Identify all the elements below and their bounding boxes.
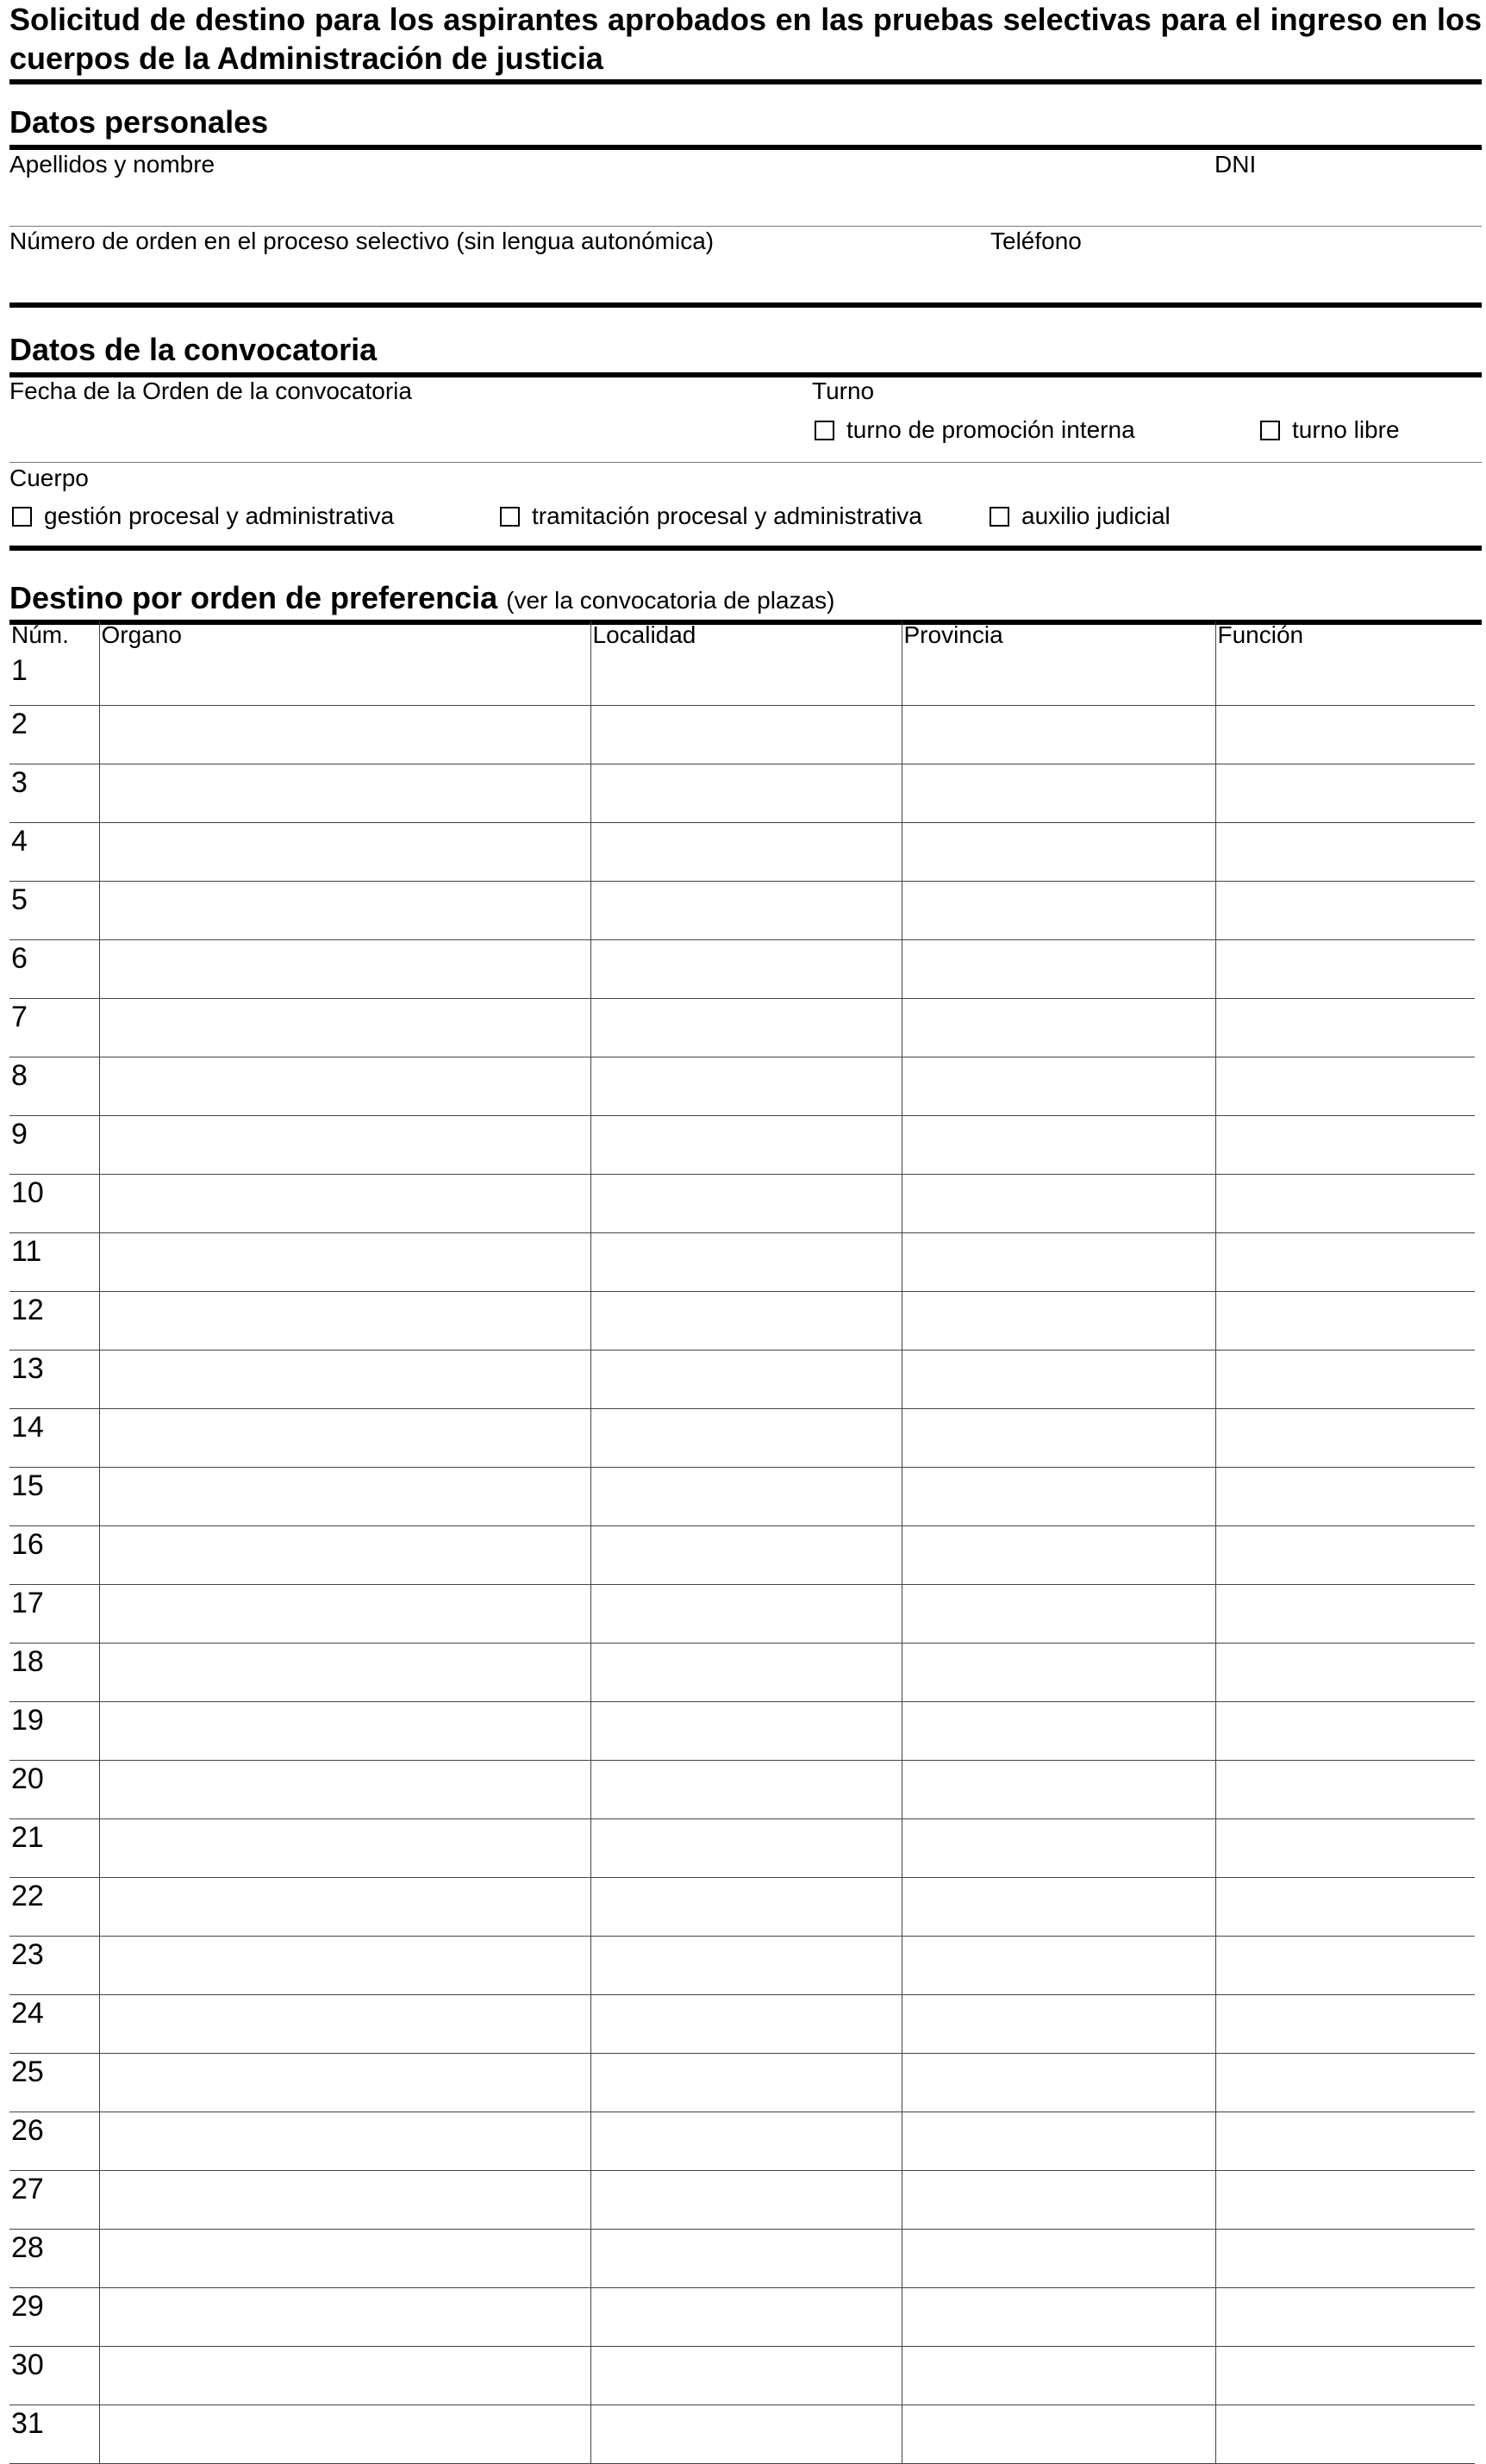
cell-organo[interactable] xyxy=(99,1878,590,1937)
table-row xyxy=(9,1937,1475,1995)
cell-funcion[interactable] xyxy=(1215,940,1475,999)
cell-funcion[interactable] xyxy=(1215,652,1475,706)
table-row xyxy=(9,1878,1475,1937)
table-row xyxy=(9,1468,1475,1526)
cell-organo[interactable] xyxy=(99,1526,590,1585)
turno-row-divider xyxy=(9,462,1482,463)
cell-organo[interactable] xyxy=(99,2405,590,2464)
cell-localidad[interactable] xyxy=(590,1819,902,1878)
column-header-num: Núm. xyxy=(11,621,69,648)
cell-funcion[interactable] xyxy=(1215,1878,1475,1937)
table-row xyxy=(9,1526,1475,1585)
table-row xyxy=(9,1116,1475,1175)
cell-funcion[interactable] xyxy=(1215,2405,1475,2464)
table-row xyxy=(9,940,1475,999)
table-row xyxy=(9,999,1475,1057)
cell-localidad[interactable] xyxy=(590,652,902,706)
cell-funcion[interactable] xyxy=(1215,1351,1475,1409)
row-number: 7 xyxy=(9,999,99,1057)
row-number: 15 xyxy=(9,1468,99,1526)
cell-localidad[interactable] xyxy=(590,2230,902,2288)
cell-localidad[interactable] xyxy=(590,1526,902,1585)
row-number: 4 xyxy=(9,823,99,882)
name-row-divider xyxy=(9,226,1482,227)
table-row xyxy=(9,1351,1475,1409)
cell-funcion[interactable] xyxy=(1215,2230,1475,2288)
form-title: Solicitud de destino para los aspirantes aprobados en las pruebas selectivas para el ingreso en los cuerpos de la Administración de justicia xyxy=(9,2,1482,76)
cell-provincia[interactable] xyxy=(902,2171,1215,2230)
cell-organo[interactable] xyxy=(99,2171,590,2230)
table-row xyxy=(9,882,1475,940)
table-row xyxy=(9,1292,1475,1351)
cell-organo[interactable] xyxy=(99,1351,590,1409)
cell-localidad[interactable] xyxy=(590,1937,902,1995)
table-row xyxy=(9,2230,1475,2288)
row-number: 28 xyxy=(9,2230,99,2288)
cell-organo[interactable] xyxy=(99,1995,590,2054)
column-header-localidad: Localidad xyxy=(590,621,902,652)
title-divider xyxy=(9,79,1482,84)
cell-organo[interactable] xyxy=(99,2230,590,2288)
cell-provincia[interactable] xyxy=(902,1937,1215,1995)
column-header-organo: Órgano xyxy=(99,621,590,652)
phone-field-label: Teléfono xyxy=(990,228,1082,254)
table-row xyxy=(9,2405,1475,2464)
cell-funcion[interactable] xyxy=(1215,1937,1475,1995)
destination-table-header xyxy=(9,621,1475,652)
cell-provincia[interactable] xyxy=(902,1409,1215,1468)
cell-provincia[interactable] xyxy=(902,1175,1215,1233)
cell-organo[interactable] xyxy=(99,1761,590,1819)
cuerpo-option-label: gestión procesal y administrativa xyxy=(44,502,395,529)
row-number: 30 xyxy=(9,2347,99,2405)
row-number: 12 xyxy=(9,1292,99,1351)
cell-organo[interactable] xyxy=(99,1057,590,1116)
row-number: 1 xyxy=(9,652,99,706)
cell-localidad[interactable] xyxy=(590,764,902,823)
cell-funcion[interactable] xyxy=(1215,1175,1475,1233)
cell-provincia[interactable] xyxy=(902,999,1215,1057)
row-number: 6 xyxy=(9,940,99,999)
cell-organo[interactable] xyxy=(99,1233,590,1292)
cell-localidad[interactable] xyxy=(590,1468,902,1526)
cell-provincia[interactable] xyxy=(902,882,1215,940)
dni-field-label: DNI xyxy=(1214,151,1257,178)
destino-subheading: (ver la convocatoria de plazas) xyxy=(506,587,835,614)
row-number: 8 xyxy=(9,1057,99,1116)
cell-localidad[interactable] xyxy=(590,1292,902,1351)
cell-provincia[interactable] xyxy=(902,1116,1215,1175)
cell-localidad[interactable] xyxy=(590,2347,902,2405)
cell-organo[interactable] xyxy=(99,1409,590,1468)
cell-funcion[interactable] xyxy=(1215,1644,1475,1702)
cell-provincia[interactable] xyxy=(902,1995,1215,2054)
cell-organo[interactable] xyxy=(99,1292,590,1351)
section-heading-convocatoria: Datos de la convocatoria xyxy=(9,332,378,367)
cell-organo[interactable] xyxy=(99,1819,590,1878)
cuerpo-option-gestion[interactable] xyxy=(12,502,394,530)
cell-provincia[interactable] xyxy=(902,706,1215,764)
section-heading-personal: Datos personales xyxy=(9,104,269,140)
cell-organo[interactable] xyxy=(99,1702,590,1761)
table-row xyxy=(9,1995,1475,2054)
row-number: 3 xyxy=(9,764,99,823)
cell-provincia[interactable] xyxy=(902,1526,1215,1585)
cell-provincia[interactable] xyxy=(902,1292,1215,1351)
cell-localidad[interactable] xyxy=(590,2054,902,2112)
turno-option-label: turno de promoción interna xyxy=(846,416,1135,443)
cell-localidad[interactable] xyxy=(590,823,902,882)
cell-provincia[interactable] xyxy=(902,764,1215,823)
row-number: 14 xyxy=(9,1409,99,1468)
cell-localidad[interactable] xyxy=(590,2405,902,2464)
row-number: 21 xyxy=(9,1819,99,1878)
cell-organo[interactable] xyxy=(99,1937,590,1995)
cell-localidad[interactable] xyxy=(590,882,902,940)
cell-provincia[interactable] xyxy=(902,1468,1215,1526)
cell-provincia[interactable] xyxy=(902,2054,1215,2112)
cell-organo[interactable] xyxy=(99,1175,590,1233)
cuerpo-label: Cuerpo xyxy=(9,465,89,491)
table-row xyxy=(9,1233,1475,1292)
table-row xyxy=(9,2054,1475,2112)
turno-option-libre[interactable] xyxy=(1260,416,1400,444)
cell-funcion[interactable] xyxy=(1215,1116,1475,1175)
cell-funcion[interactable] xyxy=(1215,1292,1475,1351)
cell-funcion[interactable] xyxy=(1215,1761,1475,1819)
row-number: 29 xyxy=(9,2288,99,2347)
row-number: 23 xyxy=(9,1937,99,1995)
order-number-field-label: Número de orden en el proceso selectivo (sin lengua autonómica) xyxy=(9,228,715,254)
cell-organo[interactable] xyxy=(99,1585,590,1644)
cell-organo[interactable] xyxy=(99,652,590,706)
cell-funcion[interactable] xyxy=(1215,2054,1475,2112)
cell-localidad[interactable] xyxy=(590,940,902,999)
cuerpo-option-tramitacion[interactable] xyxy=(500,502,922,530)
cell-organo[interactable] xyxy=(99,1644,590,1702)
cell-localidad[interactable] xyxy=(590,2112,902,2171)
cell-provincia[interactable] xyxy=(902,1702,1215,1761)
row-number: 9 xyxy=(9,1116,99,1175)
row-number: 31 xyxy=(9,2405,99,2464)
table-row xyxy=(9,652,1475,706)
cell-organo[interactable] xyxy=(99,1116,590,1175)
destination-table-body xyxy=(9,652,1475,2464)
cell-funcion[interactable] xyxy=(1215,823,1475,882)
cell-localidad[interactable] xyxy=(590,1878,902,1937)
turno-option-promocion-interna[interactable] xyxy=(815,416,1135,444)
cell-funcion[interactable] xyxy=(1215,1233,1475,1292)
cell-organo[interactable] xyxy=(99,764,590,823)
cell-organo[interactable] xyxy=(99,999,590,1057)
table-row xyxy=(9,1644,1475,1702)
table-row xyxy=(9,1819,1475,1878)
cell-provincia[interactable] xyxy=(902,2347,1215,2405)
table-row xyxy=(9,1702,1475,1761)
cell-organo[interactable] xyxy=(99,2112,590,2171)
cell-funcion[interactable] xyxy=(1215,1702,1475,1761)
cell-funcion[interactable] xyxy=(1215,1409,1475,1468)
cell-organo[interactable] xyxy=(99,940,590,999)
cell-funcion[interactable] xyxy=(1215,2347,1475,2405)
cell-organo[interactable] xyxy=(99,1468,590,1526)
turno-label: Turno xyxy=(812,377,875,404)
row-number: 22 xyxy=(9,1878,99,1937)
convocatoria-date-label: Fecha de la Orden de la convocatoria xyxy=(9,377,412,404)
cuerpo-option-label: auxilio judicial xyxy=(1021,502,1171,529)
table-row xyxy=(9,2347,1475,2405)
row-number: 11 xyxy=(9,1233,99,1292)
cell-funcion[interactable] xyxy=(1215,764,1475,823)
cell-funcion[interactable] xyxy=(1215,882,1475,940)
cell-provincia[interactable] xyxy=(902,652,1215,706)
cell-localidad[interactable] xyxy=(590,1409,902,1468)
checkbox-turno-libre[interactable] xyxy=(1260,421,1280,440)
cell-organo[interactable] xyxy=(99,706,590,764)
cell-provincia[interactable] xyxy=(902,1878,1215,1937)
row-number: 10 xyxy=(9,1175,99,1233)
cell-localidad[interactable] xyxy=(590,1175,902,1233)
cell-localidad[interactable] xyxy=(590,999,902,1057)
table-row xyxy=(9,1761,1475,1819)
cell-localidad[interactable] xyxy=(590,1702,902,1761)
cell-organo[interactable] xyxy=(99,823,590,882)
cell-provincia[interactable] xyxy=(902,2405,1215,2464)
table-row xyxy=(9,2288,1475,2347)
checkbox-turno-promocion-interna[interactable] xyxy=(815,421,834,440)
cell-localidad[interactable] xyxy=(590,2171,902,2230)
row-number: 20 xyxy=(9,1761,99,1819)
cell-organo[interactable] xyxy=(99,882,590,940)
column-header-funcion: Función xyxy=(1215,621,1475,652)
row-number: 16 xyxy=(9,1526,99,1585)
row-number: 2 xyxy=(9,706,99,764)
cell-funcion[interactable] xyxy=(1215,2171,1475,2230)
row-number: 17 xyxy=(9,1585,99,1644)
cell-funcion[interactable] xyxy=(1215,1468,1475,1526)
table-row xyxy=(9,2171,1475,2230)
table-row xyxy=(9,1409,1475,1468)
cell-localidad[interactable] xyxy=(590,1057,902,1116)
cell-funcion[interactable] xyxy=(1215,999,1475,1057)
cell-organo[interactable] xyxy=(99,2054,590,2112)
cuerpo-option-label: tramitación procesal y administrativa xyxy=(532,502,922,529)
cell-provincia[interactable] xyxy=(902,1585,1215,1644)
table-row xyxy=(9,2112,1475,2171)
cell-localidad[interactable] xyxy=(590,1585,902,1644)
cell-provincia[interactable] xyxy=(902,1644,1215,1702)
convocatoria-end-divider xyxy=(9,546,1482,551)
cell-localidad[interactable] xyxy=(590,1351,902,1409)
table-row xyxy=(9,1175,1475,1233)
cell-organo[interactable] xyxy=(99,2347,590,2405)
cell-provincia[interactable] xyxy=(902,1057,1215,1116)
row-number: 27 xyxy=(9,2171,99,2230)
cell-funcion[interactable] xyxy=(1215,1995,1475,2054)
table-row xyxy=(9,1057,1475,1116)
cuerpo-option-auxilio[interactable] xyxy=(990,502,1171,530)
cell-provincia[interactable] xyxy=(902,2230,1215,2288)
cell-funcion[interactable] xyxy=(1215,2112,1475,2171)
cell-funcion[interactable] xyxy=(1215,2288,1475,2347)
row-number: 13 xyxy=(9,1351,99,1409)
cell-localidad[interactable] xyxy=(590,2288,902,2347)
turno-option-label: turno libre xyxy=(1292,416,1400,443)
cell-provincia[interactable] xyxy=(902,2288,1215,2347)
name-field-label: Apellidos y nombre xyxy=(9,151,215,178)
table-row xyxy=(9,1585,1475,1644)
checkbox-cuerpo-auxilio[interactable] xyxy=(990,507,1009,527)
cell-localidad[interactable] xyxy=(590,1233,902,1292)
cell-funcion[interactable] xyxy=(1215,1057,1475,1116)
row-number: 26 xyxy=(9,2112,99,2171)
row-number: 24 xyxy=(9,1995,99,2054)
cell-funcion[interactable] xyxy=(1215,1819,1475,1878)
cell-localidad[interactable] xyxy=(590,1761,902,1819)
cell-provincia[interactable] xyxy=(902,1819,1215,1878)
row-number: 19 xyxy=(9,1702,99,1761)
cell-localidad[interactable] xyxy=(590,706,902,764)
table-row xyxy=(9,764,1475,823)
cell-provincia[interactable] xyxy=(902,1351,1215,1409)
cell-provincia[interactable] xyxy=(902,1233,1215,1292)
section-heading-destino xyxy=(9,581,834,618)
cell-localidad[interactable] xyxy=(590,1995,902,2054)
cell-organo[interactable] xyxy=(99,2288,590,2347)
destination-table xyxy=(9,621,1475,2464)
column-header-provincia: Provincia xyxy=(902,621,1215,652)
cell-localidad[interactable] xyxy=(590,1116,902,1175)
cell-provincia[interactable] xyxy=(902,2112,1215,2171)
personal-end-divider xyxy=(9,303,1482,308)
destino-heading-text: Destino por orden de preferencia xyxy=(9,580,498,615)
table-row xyxy=(9,706,1475,764)
row-number: 25 xyxy=(9,2054,99,2112)
cell-funcion[interactable] xyxy=(1215,1585,1475,1644)
cell-provincia[interactable] xyxy=(902,940,1215,999)
personal-divider xyxy=(9,145,1482,150)
checkbox-cuerpo-tramitacion[interactable] xyxy=(500,507,520,527)
cell-provincia[interactable] xyxy=(902,1761,1215,1819)
row-number: 5 xyxy=(9,882,99,940)
row-number: 18 xyxy=(9,1644,99,1702)
cell-provincia[interactable] xyxy=(902,823,1215,882)
cell-funcion[interactable] xyxy=(1215,1526,1475,1585)
cell-localidad[interactable] xyxy=(590,1644,902,1702)
checkbox-cuerpo-gestion[interactable] xyxy=(12,507,32,527)
cell-funcion[interactable] xyxy=(1215,706,1475,764)
table-row xyxy=(9,823,1475,882)
